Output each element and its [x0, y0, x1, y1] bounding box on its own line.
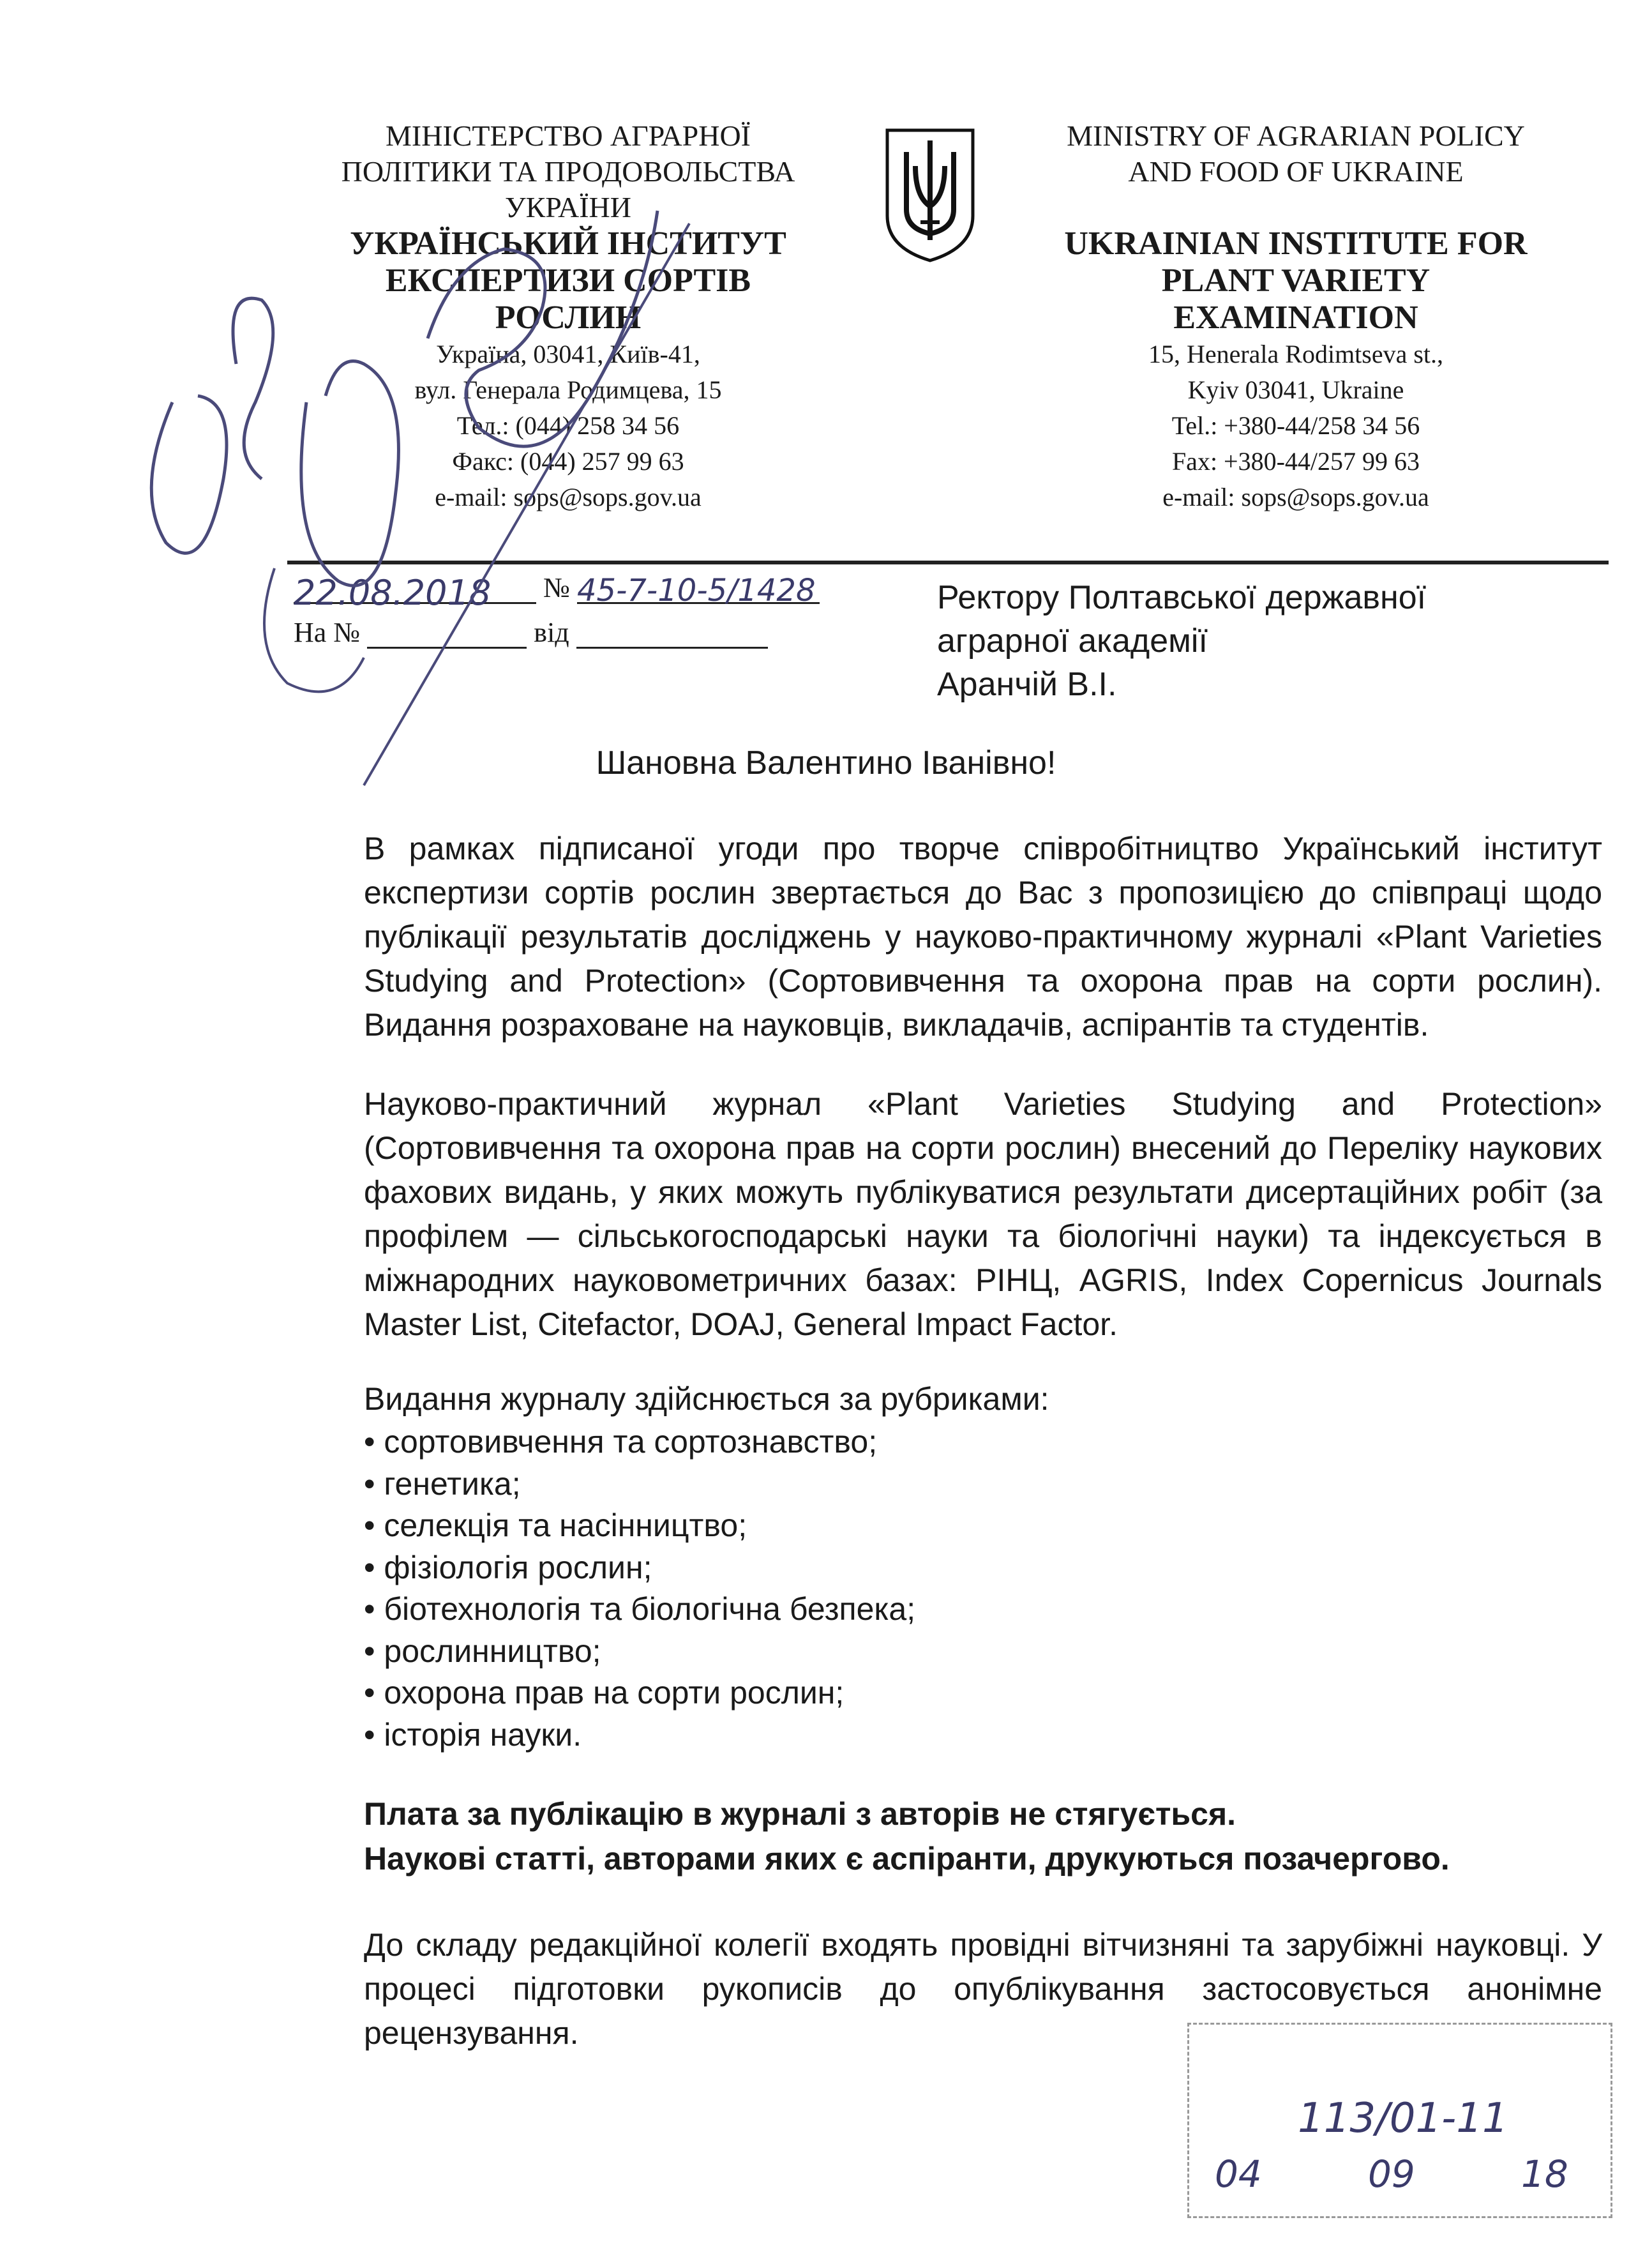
recipient-line-2: аграрної академії: [937, 623, 1208, 660]
list-item: • рослинництво;: [364, 1631, 915, 1673]
stamp-number: 113/01-11: [1298, 2095, 1508, 2142]
emblem: [882, 126, 978, 264]
institute-line-2: ЕКСПЕРТИЗИ СОРТІВ: [385, 262, 751, 299]
trident-icon: [882, 126, 978, 264]
recipient-line-3: Аранчій В.І.: [937, 666, 1117, 703]
list-item: • охорона прав на сорти рослин;: [364, 1672, 915, 1714]
bold-note-1: Плата за публікацію в журналі з авторів не стягується.: [364, 1796, 1236, 1832]
signature-icon: [96, 96, 830, 798]
institute-en-line-1: UKRAINIAN INSTITUTE FOR: [1064, 225, 1528, 262]
ministry-en-line-1: MINISTRY OF AGRARIAN POLICY: [1067, 119, 1525, 152]
stamp-date-day: 04: [1215, 2152, 1262, 2196]
rubrics-list: [364, 1421, 915, 1756]
stamp-date-month: 09: [1368, 2152, 1415, 2196]
ministry-line-1: МІНІСТЕРСТВО АГРАРНОЇ: [385, 119, 751, 152]
ministry-line-3: УКРАЇНИ: [505, 191, 631, 223]
address-line-2: вул. Генерала Родимцева, 15: [414, 375, 722, 404]
paragraph-3-text: До складу редакційної колегії входять провідні вітчизняні та зарубіжні науковці. У процесі підготовки рукописів до опублікування застосовується анонімне рецензування.: [364, 1927, 1602, 2051]
list-item: • історія науки.: [364, 1714, 915, 1756]
paragraph-2: [364, 1082, 1602, 1347]
ministry-en-line-2: AND FOOD OF UKRAINE: [1128, 155, 1464, 188]
list-item: • фізіологія рослин;: [364, 1547, 915, 1589]
email-en: e-mail: sops@sops.gov.ua: [1162, 483, 1429, 511]
vid-label: від: [534, 617, 569, 648]
recipient: [937, 576, 1426, 706]
phone: Тел.: (044) 258 34 56: [456, 411, 680, 440]
ref-date: 22.08.2018: [294, 573, 536, 604]
paragraph-1-text: В рамках підписаної угоди про творче співробітництво Український інститут експертизи сортів рослин звертається до Вас з пропозицією до співпраці щодо публікації результатів досліджень у науково-практичному журналі «Plant Varieties Studying and Protection» (Сортовивчення та охорона прав на сорти рослин). Видання розраховане на науковців, викладачів, аспірантів та студентів.: [364, 831, 1602, 1043]
list-item: • генетика;: [364, 1463, 915, 1506]
institute-line-1: УКРАЇНСЬКИЙ ІНСТИТУТ: [350, 225, 786, 262]
header-right: [1009, 118, 1583, 515]
fax: Факс: (044) 257 99 63: [452, 447, 684, 476]
list-item: • сортовивчення та сортознавство;: [364, 1421, 915, 1463]
stamp-date-year: 18: [1521, 2152, 1568, 2196]
paragraph-2-text: Науково-практичний журнал «Plant Varieties Studying and Protection» (Сортовивчення та охорона прав на сорти рослин) внесений до Переліку наукових фахових видань, у яких можуть публікуватися результати дисертаційних робіт (за профілем — сільськогосподарські науки та біологічні науки) та індексується в міжнародних науковометричних базах: РІНЦ, AGRIS, Index Copernicus Journals Master List, Citefactor, DOAJ, General Impact Factor.: [364, 1086, 1602, 1342]
na-label: На №: [294, 617, 361, 648]
greeting: Шановна Валентино Іванівно!: [596, 744, 1056, 782]
bold-note-2: Наукові статті, авторами яких є аспіранти, друкуються позачергово.: [364, 1841, 1450, 1877]
ministry-line-2: ПОЛІТИКИ ТА ПРОДОВОЛЬСТВА: [341, 155, 795, 188]
institute-en-line-2: PLANT VARIETY: [1161, 262, 1430, 299]
address-en-line-1: 15, Henerala Rodimtseva st.,: [1148, 340, 1444, 368]
incoming-stamp: [1187, 2023, 1612, 2218]
recipient-line-1: Ректору Полтавської державної: [937, 579, 1427, 616]
institute-line-3: РОСЛИН: [495, 299, 642, 336]
list-item: • селекція та насінництво;: [364, 1505, 915, 1547]
ref-number-label: №: [543, 572, 570, 603]
list-item: • біотехнологія та біологічна безпека;: [364, 1589, 915, 1631]
address-en-line-2: Kyiv 03041, Ukraine: [1187, 375, 1404, 404]
address-line-1: Україна, 03041, Київ-41,: [436, 340, 700, 368]
phone-en: Tel.: +380-44/258 34 56: [1171, 411, 1420, 440]
email: e-mail: sops@sops.gov.ua: [435, 483, 702, 511]
institute-en-line-3: EXAMINATION: [1173, 299, 1418, 336]
paragraph-1: [364, 827, 1602, 1047]
fax-en: Fax: +380-44/257 99 63: [1171, 447, 1420, 476]
ref-number: 45-7-10-5/1428: [577, 573, 820, 604]
rubrics-title: Видання журналу здійснюється за рубриками:: [364, 1381, 1049, 1417]
